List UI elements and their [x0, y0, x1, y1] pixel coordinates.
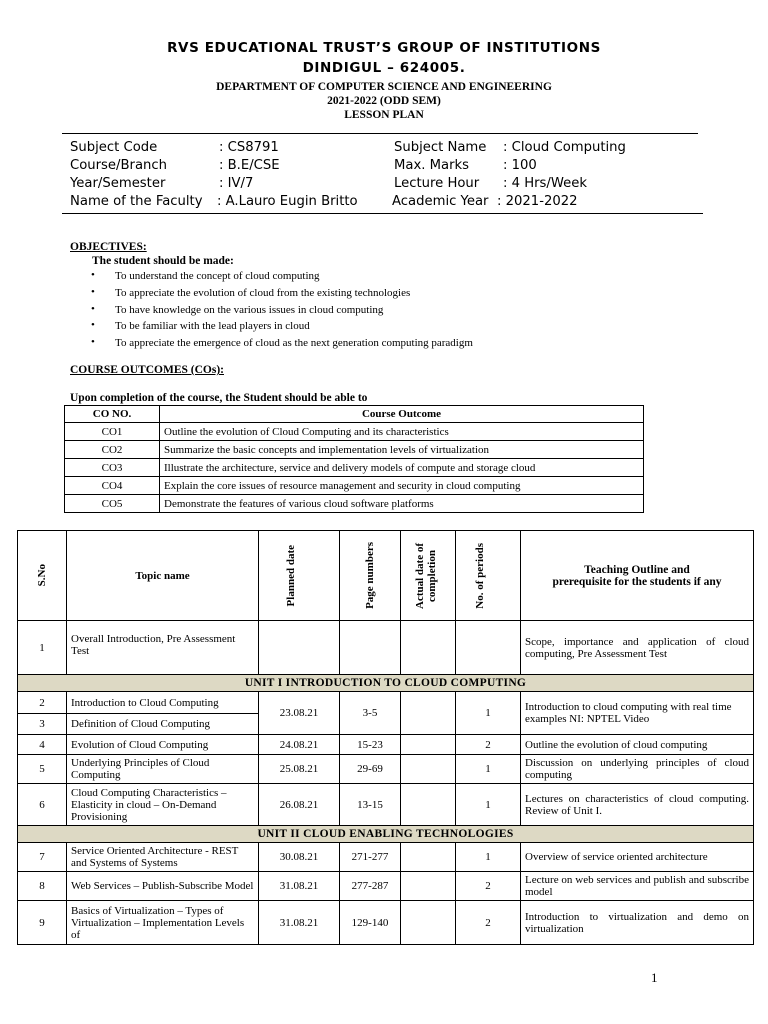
table-row: [18, 901, 754, 945]
row-periods: 1: [456, 692, 521, 735]
unit-title: UNIT II CLOUD ENABLING TECHNOLOGIES: [18, 826, 754, 843]
col-header-actual: Actual date of completion: [401, 531, 456, 621]
col-header-sno: S.No: [18, 531, 67, 621]
info-value: : IV/7: [219, 176, 254, 191]
row-sno: 7: [18, 843, 67, 872]
co-number: CO3: [65, 459, 160, 477]
objectives-title: OBJECTIVES:: [70, 241, 147, 253]
row-sno: 8: [18, 872, 67, 901]
bullet-icon: •: [91, 336, 95, 348]
bullet-icon: •: [91, 286, 95, 298]
row-outline: Discussion on underlying principles of cloud computing: [521, 755, 754, 784]
objective-item: To be familiar with the lead players in cloud: [115, 320, 310, 332]
outcomes-title: COURSE OUTCOMES (COs):: [70, 364, 224, 376]
table-header-row: [18, 531, 754, 621]
row-periods: 1: [456, 843, 521, 872]
row-topic: Basics of Virtualization – Types of Virtualization – Implementation Levels of: [67, 901, 259, 945]
row-topic: Introduction to Cloud Computing: [67, 692, 259, 714]
row-outline: Overview of service oriented architecture: [521, 843, 754, 872]
city-title: DINDIGUL – 624005.: [302, 60, 466, 76]
info-label: Year/Semester: [70, 176, 166, 191]
co-number: CO1: [65, 423, 160, 441]
row-periods: 1: [456, 784, 521, 826]
col-header: CO NO.: [65, 406, 160, 423]
co-number: CO5: [65, 495, 160, 513]
row-pages: 15-23: [340, 735, 401, 755]
dept-title: DEPARTMENT OF COMPUTER SCIENCE AND ENGINEERING: [216, 81, 552, 93]
doc-title: LESSON PLAN: [344, 109, 424, 121]
row-outline: Lecture on web services and publish and subscribe model: [521, 872, 754, 901]
info-value: : 2021-2022: [497, 194, 578, 209]
row-topic: Definition of Cloud Computing: [67, 714, 259, 735]
row-sno: 3: [18, 714, 67, 735]
divider-bottom: [62, 213, 703, 214]
table-header-row: [65, 406, 644, 423]
info-value: : CS8791: [219, 140, 279, 155]
bullet-icon: •: [91, 269, 95, 281]
co-text: Summarize the basic concepts and implementation levels of virtualization: [160, 441, 644, 459]
info-label: Course/Branch: [70, 158, 168, 173]
row-sno: 4: [18, 735, 67, 755]
objective-item: To appreciate the emergence of cloud as the next generation computing paradigm: [115, 337, 473, 349]
co-number: CO2: [65, 441, 160, 459]
col-header-topic: Topic name: [67, 531, 259, 621]
table-row: [18, 843, 754, 872]
row-date: 31.08.21: [259, 901, 340, 945]
info-label: Subject Name: [394, 140, 487, 155]
row-topic: Cloud Computing Characteristics – Elasticity in cloud – On-Demand Provisioning: [67, 784, 259, 826]
row-pages: 271-277: [340, 843, 401, 872]
row-topic: Underlying Principles of Cloud Computing: [67, 755, 259, 784]
row-sno: 9: [18, 901, 67, 945]
row-topic: Evolution of Cloud Computing: [67, 735, 259, 755]
unit-row: [18, 675, 754, 692]
row-sno: 1: [18, 621, 67, 675]
unit-row: [18, 826, 754, 843]
table-row: [65, 477, 644, 495]
row-topic: Web Services – Publish-Subscribe Model: [67, 872, 259, 901]
objective-item: To understand the concept of cloud computing: [115, 270, 320, 282]
table-row: [65, 495, 644, 513]
col-header-periods: No. of periods: [456, 531, 521, 621]
row-outline: Introduction to cloud computing with real time examples NI: NPTEL Video: [521, 692, 754, 735]
co-text: Explain the core issues of resource management and security in cloud computing: [160, 477, 644, 495]
info-value: : B.E/CSE: [219, 158, 280, 173]
objective-item: To have knowledge on the various issues in cloud computing: [115, 304, 384, 316]
co-text: Outline the evolution of Cloud Computing and its characteristics: [160, 423, 644, 441]
row-pages: 29-69: [340, 755, 401, 784]
bullet-icon: •: [91, 319, 95, 331]
row-periods: 2: [456, 735, 521, 755]
row-date: 26.08.21: [259, 784, 340, 826]
table-row: [65, 441, 644, 459]
info-label: Subject Code: [70, 140, 158, 155]
col-header: Course Outcome: [160, 406, 644, 423]
bullet-icon: •: [91, 303, 95, 315]
table-row: [65, 459, 644, 477]
table-row: [18, 735, 754, 755]
row-pages: 277-287: [340, 872, 401, 901]
table-row: [18, 755, 754, 784]
row-date: 30.08.21: [259, 843, 340, 872]
info-label: Name of the Faculty: [70, 194, 203, 209]
info-label: Academic Year: [392, 194, 489, 209]
outcomes-intro: Upon completion of the course, the Student should be able to: [70, 392, 368, 404]
row-date: 24.08.21: [259, 735, 340, 755]
row-pages: 13-15: [340, 784, 401, 826]
row-sno: 5: [18, 755, 67, 784]
table-row: [18, 692, 754, 714]
row-topic: Service Oriented Architecture - REST and Systems of Systems: [67, 843, 259, 872]
row-periods: 1: [456, 755, 521, 784]
info-value: : 4 Hrs/Week: [503, 176, 587, 191]
row-date: 25.08.21: [259, 755, 340, 784]
row-topic: Overall Introduction, Pre Assessment Test: [67, 621, 259, 675]
table-row: [18, 784, 754, 826]
year-title: 2021-2022 (ODD SEM): [327, 95, 441, 107]
objective-item: To appreciate the evolution of cloud from the existing technologies: [115, 287, 411, 299]
row-periods: 2: [456, 872, 521, 901]
info-value: : A.Lauro Eugin Britto: [217, 194, 358, 209]
divider-top: [62, 133, 698, 134]
col-header-pages: Page numbers: [340, 531, 401, 621]
row-sno: 6: [18, 784, 67, 826]
info-value: : Cloud Computing: [503, 140, 626, 155]
table-row: [65, 423, 644, 441]
info-label: Lecture Hour: [394, 176, 480, 191]
row-outline: Scope, importance and application of cloud computing, Pre Assessment Test: [521, 621, 754, 675]
page-number: 1: [651, 970, 658, 985]
row-date: 31.08.21: [259, 872, 340, 901]
outcomes-table: [64, 405, 644, 513]
row-outline: Introduction to virtualization and demo on virtualization: [521, 901, 754, 945]
org-title: RVS EDUCATIONAL TRUST’S GROUP OF INSTITUTIONS: [167, 40, 601, 56]
table-row: [18, 621, 754, 675]
row-date: 23.08.21: [259, 692, 340, 735]
row-periods: 2: [456, 901, 521, 945]
unit-title: UNIT I INTRODUCTION TO CLOUD COMPUTING: [18, 675, 754, 692]
co-text: Illustrate the architecture, service and delivery models of compute and storage cloud: [160, 459, 644, 477]
objectives-intro: The student should be made:: [92, 255, 234, 267]
info-value: : 100: [503, 158, 537, 173]
info-label: Max. Marks: [394, 158, 470, 173]
row-outline: Lectures on characteristics of cloud computing. Review of Unit I.: [521, 784, 754, 826]
col-header-outline: Teaching Outline and prerequisite for the students if any: [521, 531, 754, 621]
row-outline: Outline the evolution of cloud computing: [521, 735, 754, 755]
col-header-planned: Planned date: [259, 531, 340, 621]
table-row: [18, 872, 754, 901]
row-pages: 3-5: [340, 692, 401, 735]
co-text: Demonstrate the features of various cloud software platforms: [160, 495, 644, 513]
lesson-plan-table: [17, 530, 754, 945]
row-sno: 2: [18, 692, 67, 714]
co-number: CO4: [65, 477, 160, 495]
row-pages: 129-140: [340, 901, 401, 945]
